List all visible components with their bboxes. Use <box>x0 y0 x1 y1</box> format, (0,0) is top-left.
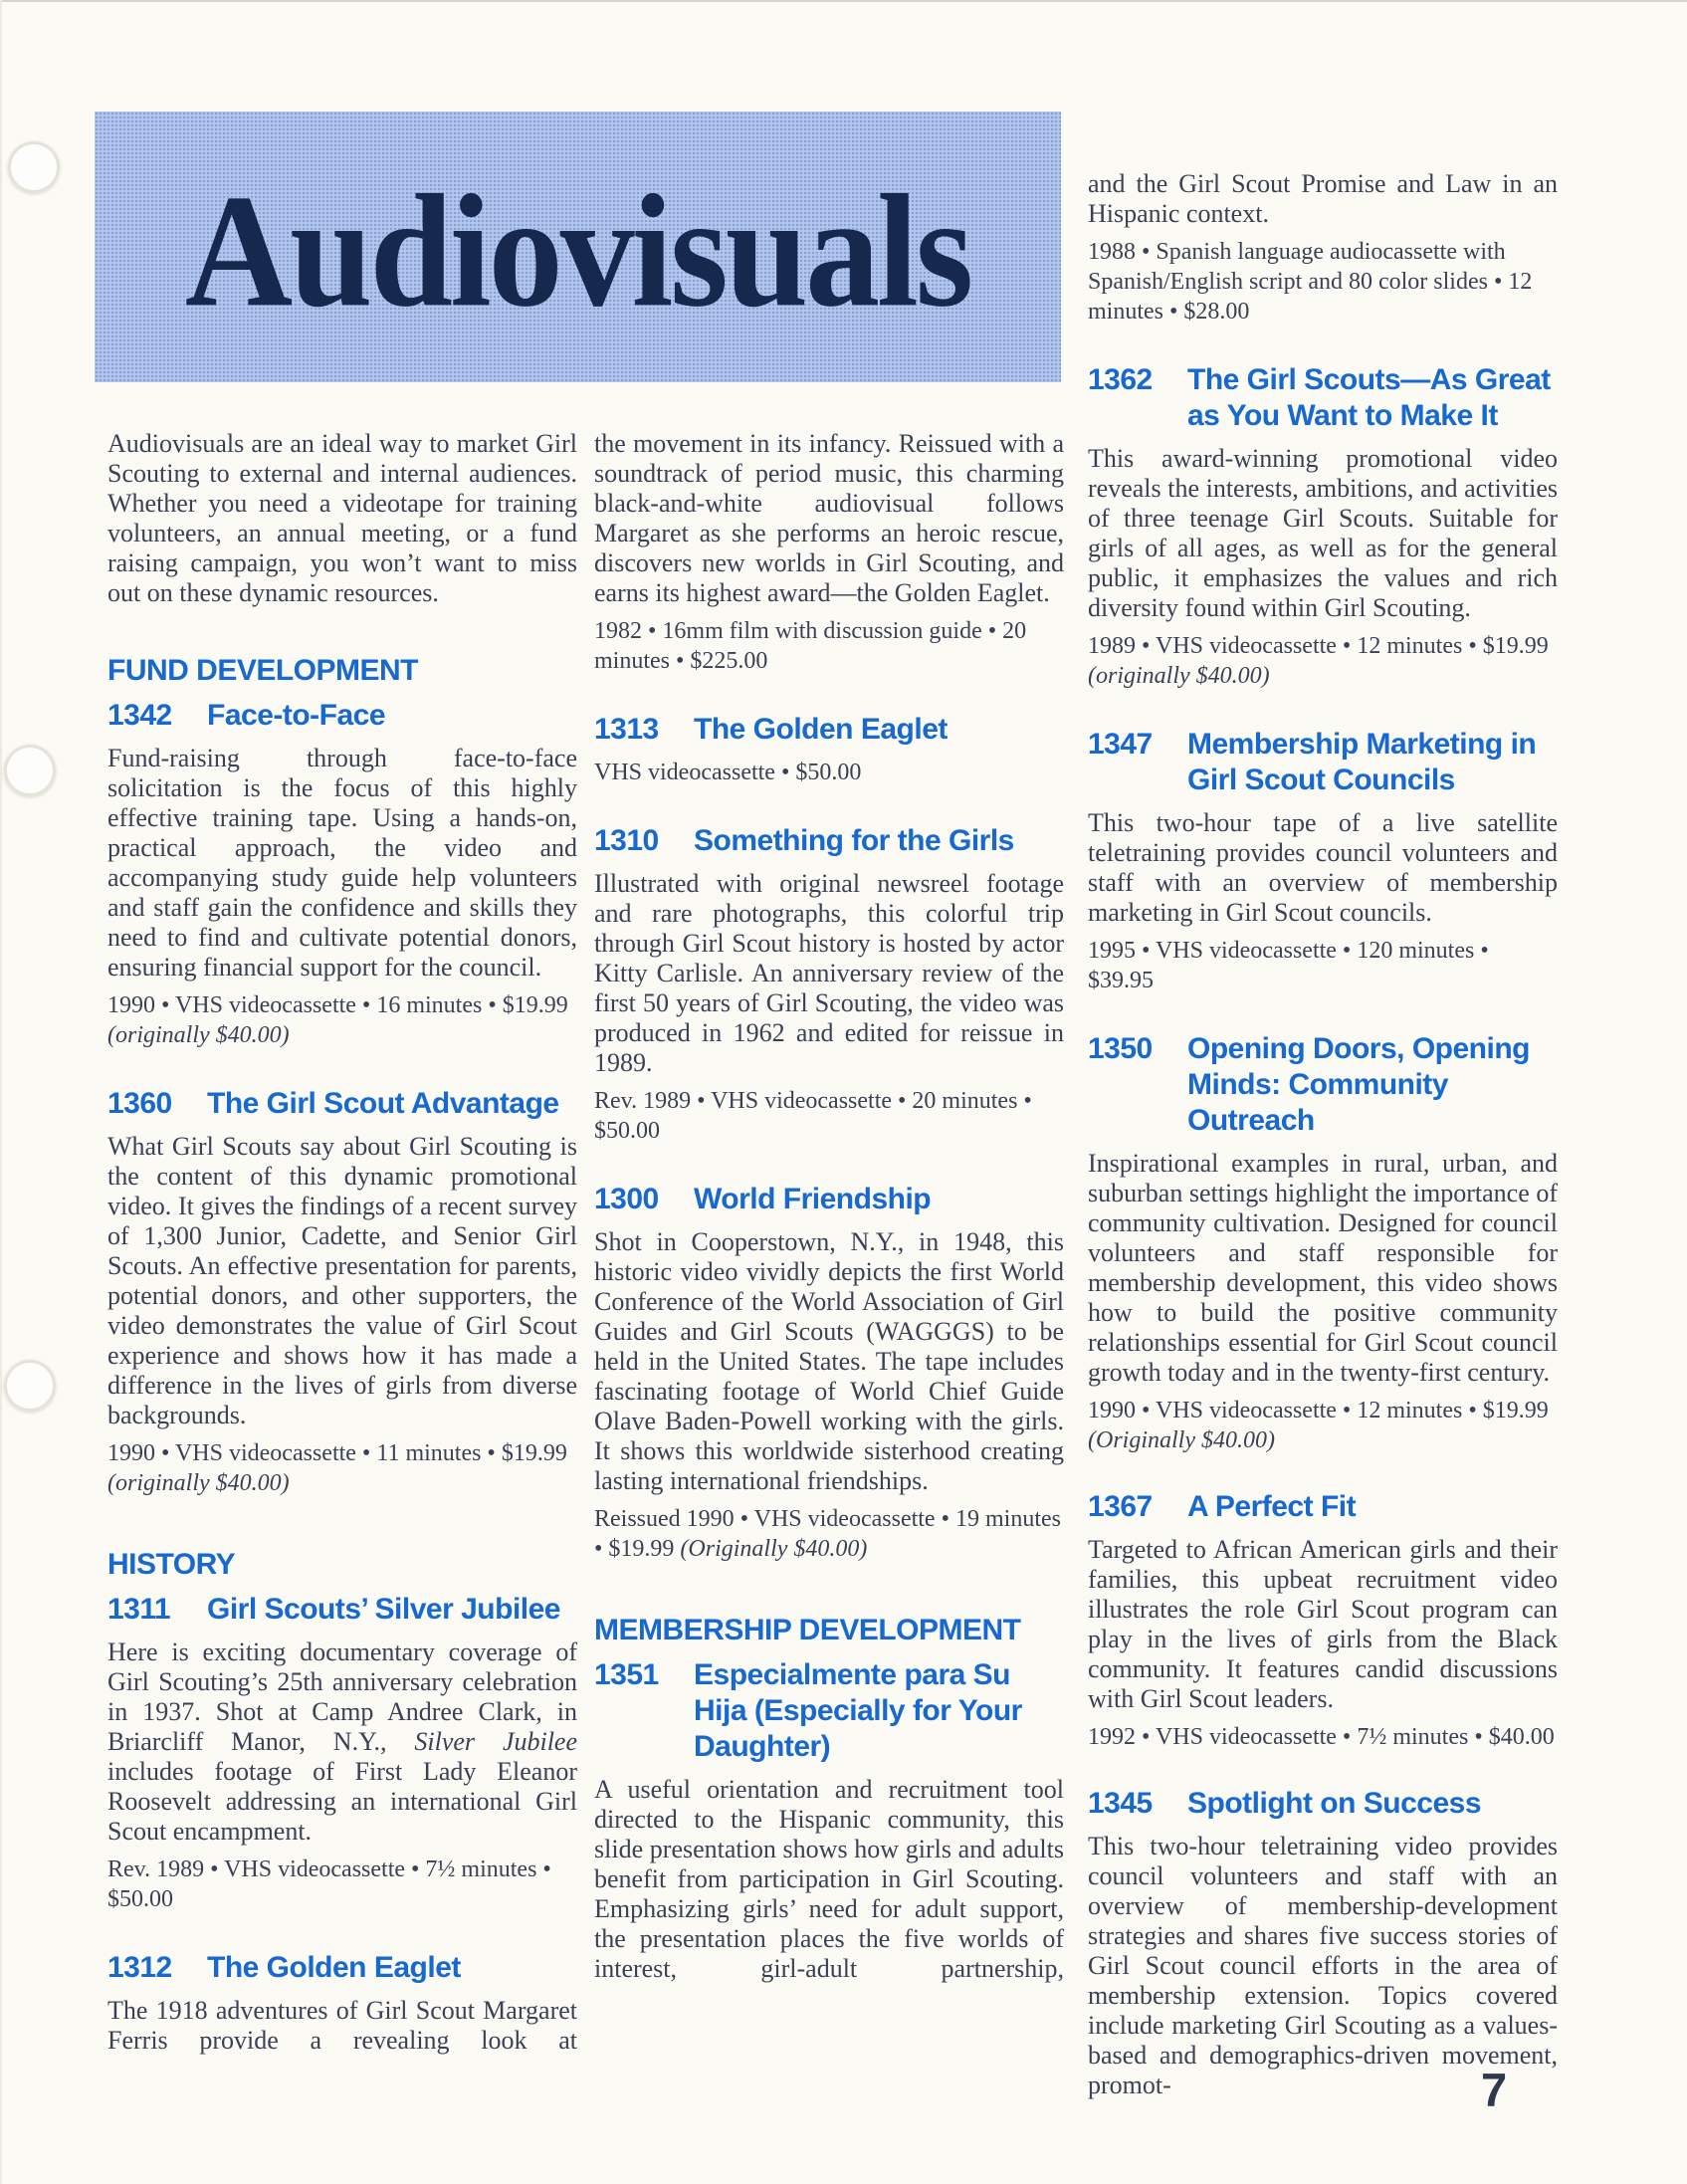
item-description: Shot in Cooperstown, N.Y., in 1948, this historic video vividly depicts the first World Conference of the World Association of Girl Guides and Girl Scouts (WAGGGS) to be held in the United States. The tape includes fascinating footage of World Chief Guide Olave Baden-Powell working with the girls. It shows this worldwide sisterhood creating lasting international friendships. <box>594 1227 1064 1495</box>
catalog-item-1342 <box>107 698 577 1050</box>
description-text: includes footage of First Lady Eleanor Roosevelt addressing an international Girl Scout encampment. <box>107 1757 577 1846</box>
item-1312-meta: 1982 • 16mm film with discussion guide • 20 minutes • $225.00 <box>594 618 1027 674</box>
section-fund-development: FUND DEVELOPMENT <box>107 654 419 687</box>
item-heading <box>594 1657 1064 1765</box>
item-description: Illustrated with original newsreel footage and rare photographs, this colorful trip through Girl Scout history is hosted by actor Kitty Carlisle. An anniversary review of the first 50 years of Girl Scouting, the video was produced in 1962 and edited for reissue in 1989. <box>594 869 1064 1077</box>
description-italic-title: Silver Jubilee <box>414 1727 578 1756</box>
scan-edge-top <box>0 0 1687 2</box>
item-1351-description-continued: and the Girl Scout Promise and Law in an Hispanic context. <box>1088 169 1558 228</box>
catalog-item-1300 <box>594 1182 1064 1564</box>
item-heading <box>107 698 577 734</box>
item-title: Opening Doors, Opening Minds: Community Outreach <box>1187 1032 1530 1137</box>
item-meta-main: 1990 • VHS videocassette • 11 minutes • $19.99 <box>107 1440 567 1466</box>
item-number: 1362 <box>1088 363 1153 396</box>
item-meta <box>107 1438 577 1498</box>
item-meta-note: (Originally $40.00) <box>1088 1427 1275 1453</box>
item-meta: 1992 • VHS videocassette • 7½ minutes • $40.00 <box>1088 1724 1555 1750</box>
item-number: 1300 <box>594 1183 659 1215</box>
item-heading <box>1088 1489 1558 1525</box>
item-title: Something for the Girls <box>694 824 1014 857</box>
item-meta-main: 1989 • VHS videocassette • 12 minutes • $19.99 <box>1088 633 1549 659</box>
item-description: This two-hour teletraining video provides council volunteers and staff with an overview of membership-development strategies and shares five success stories of Girl Scout council efforts in the area of membership extension. Topics covered include marketing Girl Scouting as a values-based and demographics-driven movement, promot- <box>1088 1832 1558 2099</box>
item-heading <box>594 823 1064 859</box>
item-number: 1367 <box>1088 1490 1153 1523</box>
item-number: 1360 <box>107 1087 172 1120</box>
catalog-item-1313 <box>594 712 1064 787</box>
page-number: 7 <box>1481 2064 1508 2116</box>
item-description <box>107 1638 577 1847</box>
catalog-item-1360 <box>107 1086 577 1498</box>
item-heading <box>594 712 1064 748</box>
item-meta-main: 1990 • VHS videocassette • 12 minutes • $19.99 <box>1088 1398 1549 1423</box>
item-meta: Rev. 1989 • VHS videocassette • 20 minutes • $50.00 <box>594 1088 1032 1144</box>
catalog-item-1312 <box>107 1950 577 2056</box>
description-text: Here is exciting documentary coverage of Girl Scouting’s 25th anniversary celebration in 1937. Shot at Camp Andree Clark, in Briarcliff Manor, N.Y., <box>107 1638 577 1756</box>
item-meta <box>1088 1396 1558 1455</box>
item-title: Spotlight on Success <box>1187 1787 1482 1820</box>
catalog-item-1351 <box>594 1657 1064 1984</box>
item-description: What Girl Scouts say about Girl Scouting is the content of this dynamic promotional video. It gives the findings of a recent survey of 1,300 Junior, Cadette, and Senior Girl Scouts. An effective presentation for parents, potential donors, and other supporters, the video demonstrates the value of Girl Scout experience and shows how it has made a difference in the lives of girls from diverse backgrounds. <box>107 1132 577 1429</box>
item-heading <box>107 1592 577 1628</box>
item-meta-note: (originally $40.00) <box>1088 663 1270 689</box>
catalog-item-1350 <box>1088 1031 1558 1455</box>
catalog-item-1367 <box>1088 1489 1558 1752</box>
catalog-item-1362 <box>1088 362 1558 691</box>
item-title: Membership Marketing in Girl Scout Councils <box>1187 728 1537 796</box>
item-number: 1342 <box>107 699 172 732</box>
section-history: HISTORY <box>107 1548 236 1581</box>
item-meta <box>1088 631 1558 691</box>
item-meta <box>594 1504 1064 1564</box>
item-heading <box>1088 727 1558 798</box>
item-number: 1351 <box>594 1658 659 1691</box>
item-heading <box>1088 1786 1558 1822</box>
item-title: The Golden Eaglet <box>207 1951 461 1984</box>
item-meta-note: (originally $40.00) <box>107 1470 290 1496</box>
item-meta <box>107 1855 577 1914</box>
item-heading <box>107 1950 577 1986</box>
item-heading <box>107 1086 577 1122</box>
item-number: 1345 <box>1088 1787 1153 1820</box>
item-number: 1310 <box>594 824 659 857</box>
catalog-item-1310 <box>594 823 1064 1146</box>
intro-paragraph: Audiovisuals are an ideal way to market Girl Scouting to external and internal audiences. Whether you need a videotape for training volunteers, an annual meeting, or a fund raising campaign, you won’t want to miss out on these dynamic resources. <box>107 429 577 607</box>
item-1351-meta: 1988 • Spanish language audiocassette with Spanish/English script and 80 color slides • 12 minutes • $28.00 <box>1088 239 1533 325</box>
hole-punch <box>4 745 56 796</box>
item-description: Fund-raising through face-to-face solicitation is the focus of this highly effective training tape. Using a hands-on, practical approach, the video and accompanying study guide help volunteers and staff gain the confidence and skills they need to find and cultivate potential donors, ensuring financial support for the council. <box>107 744 577 982</box>
item-meta: 1995 • VHS videocassette • 120 minutes • $39.95 <box>1088 938 1489 993</box>
item-title: The Golden Eaglet <box>694 713 948 746</box>
page-title: Audiovisuals <box>184 161 971 340</box>
item-meta-main: Rev. 1989 • VHS videocassette • 7½ minutes • $50.00 <box>107 1856 551 1912</box>
page-banner <box>95 111 1061 382</box>
hole-punch <box>4 1360 56 1412</box>
item-title: Face-to-Face <box>207 699 386 732</box>
item-description: This two-hour tape of a live satellite teletraining provides council volunteers and staff with an overview of membership marketing in Girl Scout councils. <box>1088 808 1558 927</box>
item-description-start: The 1918 adventures of Girl Scout Margaret Ferris provide a revealing look at <box>107 1996 577 2055</box>
section-membership-development: MEMBERSHIP DEVELOPMENT <box>594 1614 1021 1646</box>
item-heading <box>1088 362 1558 434</box>
item-description: This award-winning promotional video reveals the interests, ambitions, and activities of three teenage Girl Scouts. Suitable for girls of all ages, as well as for the general public, it emphasizes the values and rich diversity found within Girl Scouting. <box>1088 444 1558 622</box>
item-number: 1313 <box>594 713 659 746</box>
item-description-start: A useful orientation and recruitment tool directed to the Hispanic community, this slide presentation shows how girls and adults benefit from participation in Girl Scouting. Emphasizing girls’ need for adult support, the presentation places the five worlds of interest, girl-adult partnership, <box>594 1775 1064 1983</box>
item-meta-main: 1990 • VHS videocassette • 16 minutes • $19.99 <box>107 992 568 1018</box>
item-title: Especialmente para Su Hija (Especially for Your Daughter) <box>694 1658 1022 1763</box>
item-meta-main: Reissued 1990 • VHS videocassette • 19 minutes • $19.99 <box>594 1506 1061 1562</box>
catalog-item-1311 <box>107 1592 577 1914</box>
item-title: The Girl Scout Advantage <box>207 1087 559 1120</box>
item-title: Girl Scouts’ Silver Jubilee <box>207 1593 560 1626</box>
item-title: World Friendship <box>694 1183 932 1215</box>
column-left <box>107 429 577 2064</box>
item-meta: VHS videocassette • $50.00 <box>594 760 862 785</box>
item-meta <box>107 990 577 1050</box>
hole-punch <box>8 141 60 193</box>
item-meta-note: (originally $40.00) <box>107 1022 290 1048</box>
item-number: 1350 <box>1088 1032 1153 1065</box>
item-title: The Girl Scouts—As Great as You Want to Make It <box>1187 363 1551 432</box>
item-number: 1312 <box>107 1951 172 1984</box>
item-meta-note: (Originally $40.00) <box>680 1536 868 1562</box>
column-right <box>1088 169 1558 2108</box>
catalog-item-1345 <box>1088 1786 1558 2100</box>
item-title: A Perfect Fit <box>1187 1490 1357 1523</box>
item-number: 1347 <box>1088 728 1153 761</box>
item-heading <box>1088 1031 1558 1139</box>
column-middle <box>594 429 1064 1992</box>
item-heading <box>594 1182 1064 1217</box>
scan-edge-left <box>0 0 2 2184</box>
item-description: Inspirational examples in rural, urban, and suburban settings highlight the importance of community cultivation. Designed for council volunteers and staff responsible for membership development, this video shows how to build the positive community relationships essential for Girl Scout council growth today and in the twenty-first century. <box>1088 1149 1558 1387</box>
item-description: Targeted to African American girls and their families, this upbeat recruitment video illustrates the role Girl Scout program can play in the lives of girls from the Black community. It features candid discussions with Girl Scout leaders. <box>1088 1535 1558 1713</box>
catalog-item-1347 <box>1088 727 1558 995</box>
item-1312-description-continued: the movement in its infancy. Reissued with a soundtrack of period music, this charming black-and-white audiovisual follows Margaret as she performs an heroic rescue, discovers new worlds in Girl Scouting, and earns its highest award—the Golden Eaglet. <box>594 429 1064 607</box>
item-number: 1311 <box>107 1593 171 1626</box>
